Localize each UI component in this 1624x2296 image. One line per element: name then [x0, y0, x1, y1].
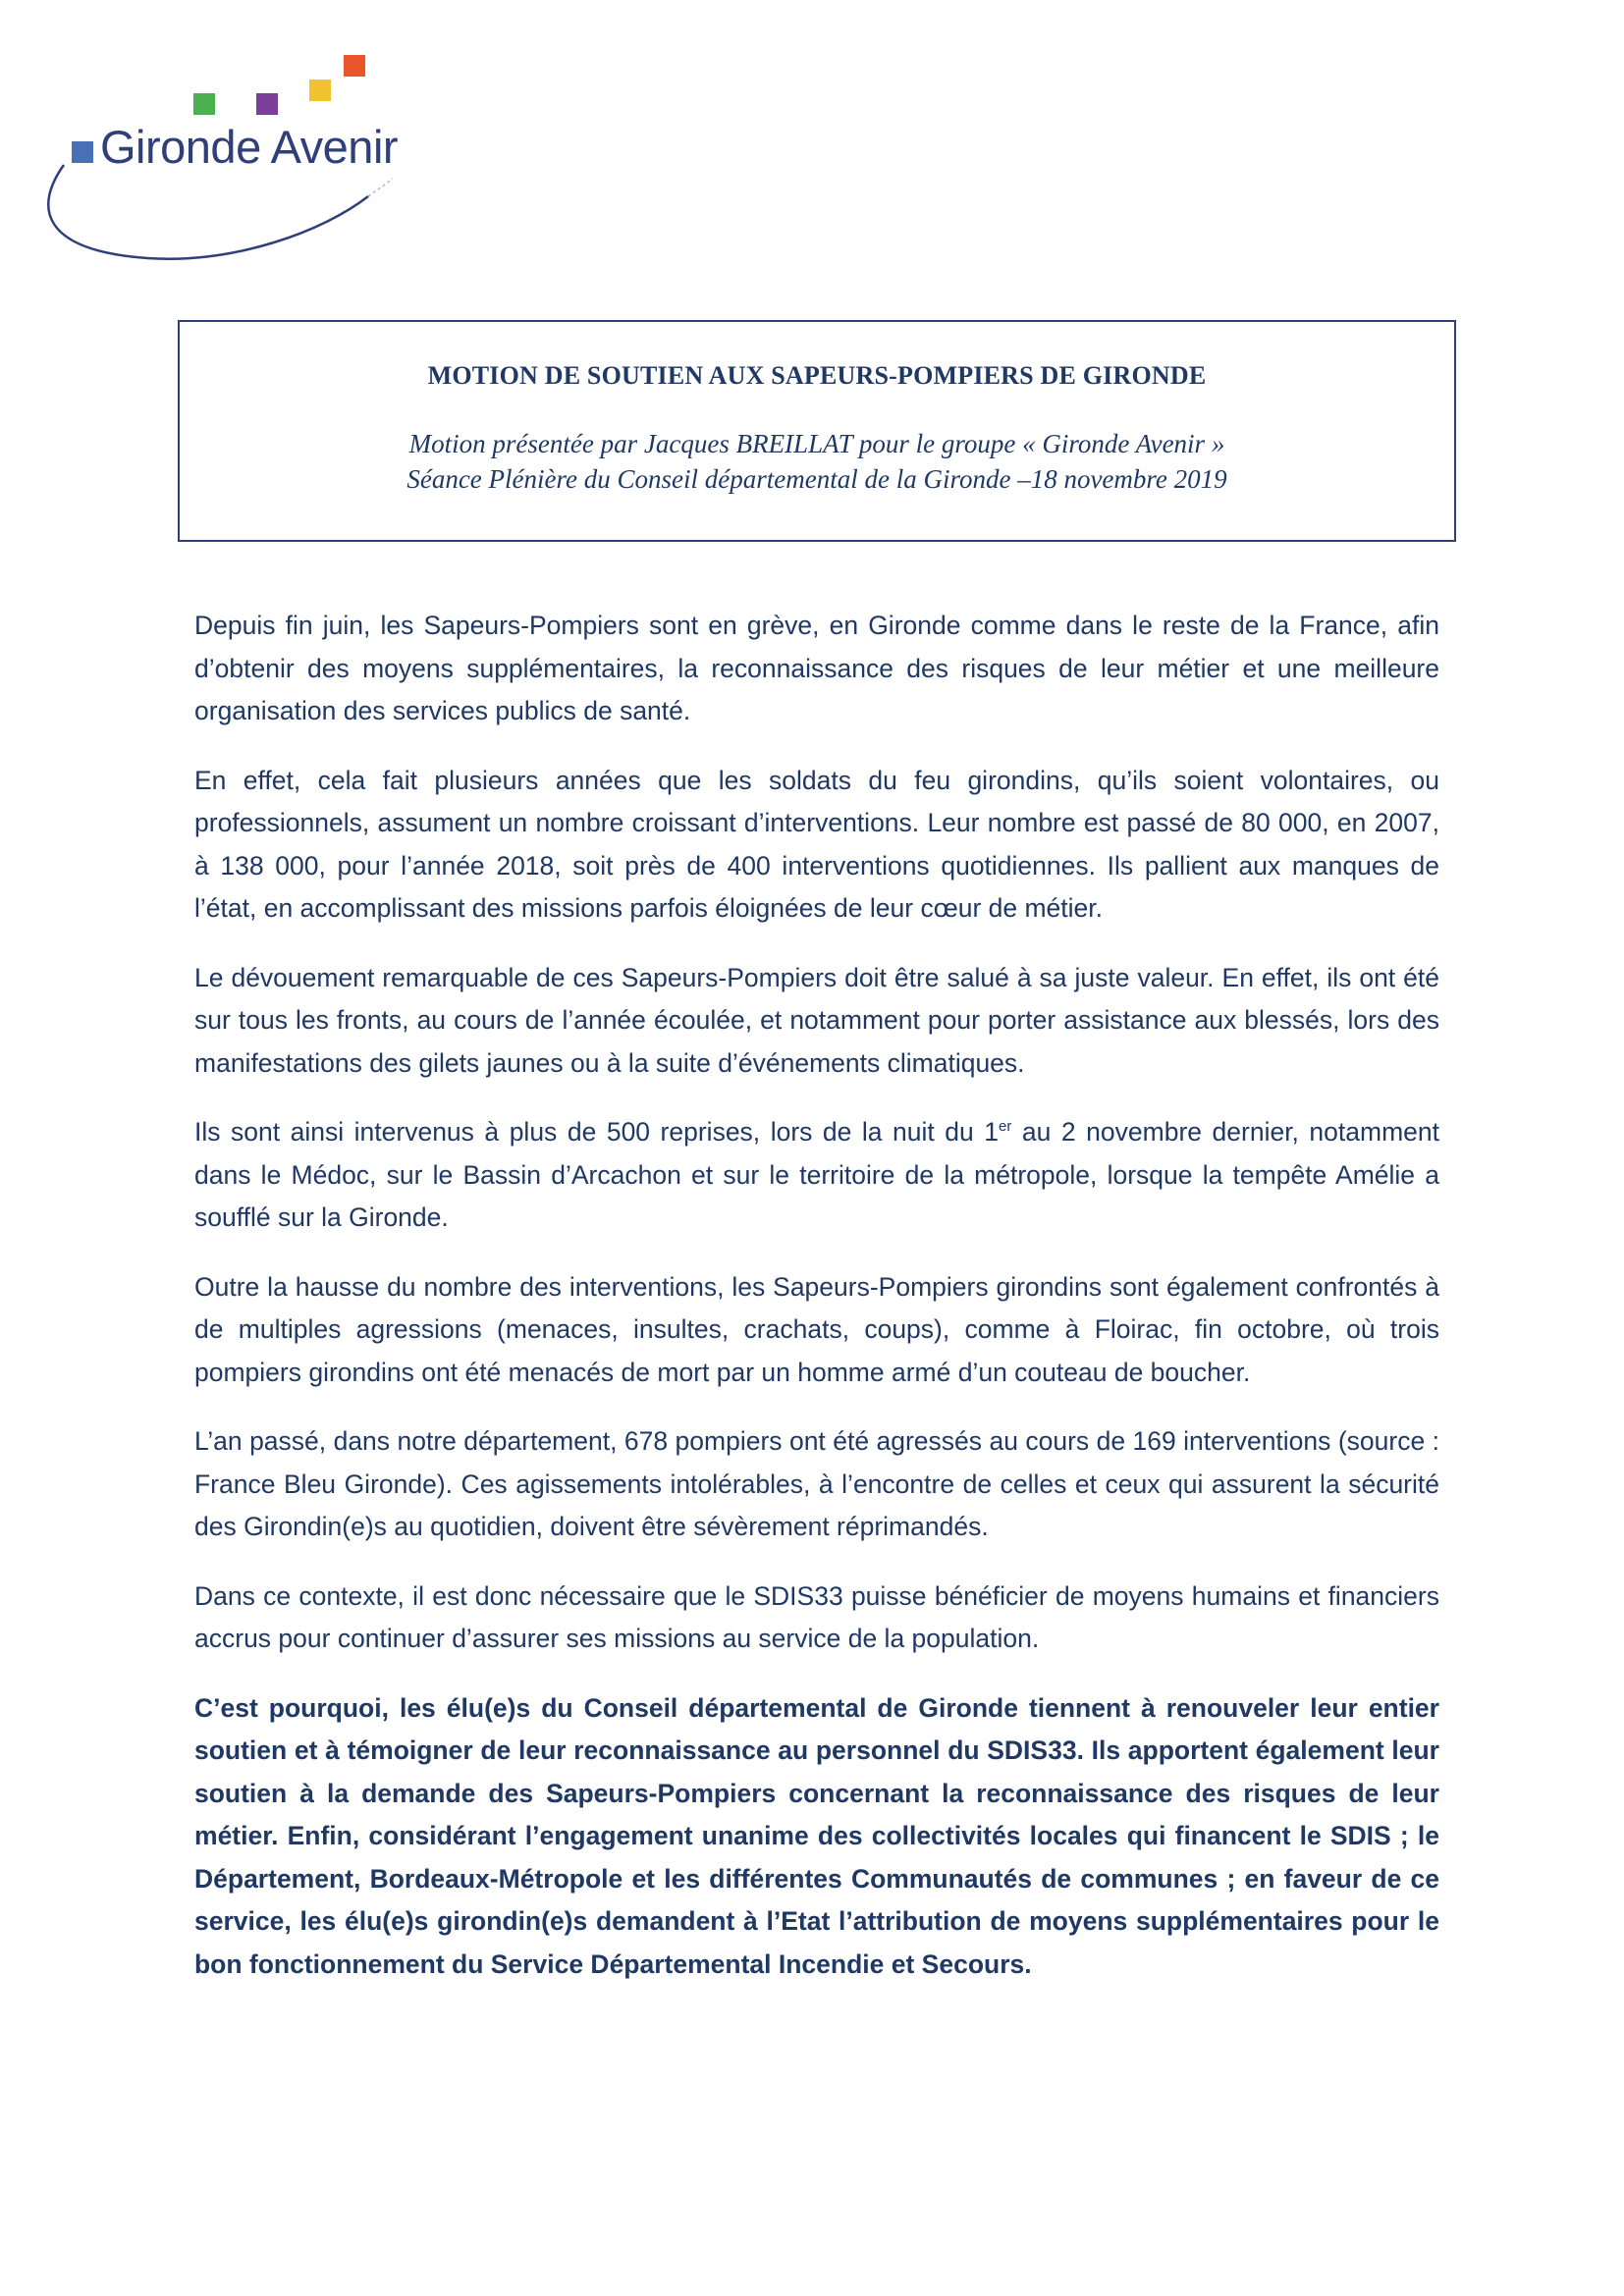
motion-title: MOTION DE SOUTIEN AUX SAPEURS-POMPIERS DE GIRONDE	[427, 361, 1207, 390]
motion-header-box	[178, 320, 1456, 542]
paragraph-strike: Depuis fin juin, les Sapeurs-Pompiers sont en grève, en Gironde comme dans le reste de la France, afin d’obtenir des moyens supplémentaires, la reconnaissance des risques de leur métier et une meilleure organisation des services publics de santé.	[194, 611, 1439, 725]
gironde-avenir-logo	[29, 49, 403, 275]
motion-body	[194, 605, 1439, 2012]
logo-swoosh	[48, 165, 368, 259]
logo-square-green	[193, 93, 215, 115]
logo-square-orange	[344, 55, 365, 77]
logo-square-yellow	[309, 80, 331, 101]
paragraph-storm-start: Ils sont ainsi intervenus à plus de 500 reprises, lors de la nuit du 1	[194, 1117, 1000, 1147]
paragraph-conclusion: C’est pourquoi, les élu(e)s du Conseil départemental de Gironde tiennent à renouveler leur entier soutien et à témoigner de leur reconnaissance au personnel du SDIS33. Ils apportent également leur soutien à la demande des Sapeurs-Pompiers concernant la reconnaissance des risques de leur métier. Enfin, considérant l’engagement unanime des collectivités locales qui financent le SDIS ; le Département, Bordeaux-Métropole et les différentes Communautés de communes ; en faveur de ce service, les élu(e)s girondin(e)s demandent à l’Etat l’attribution de moyens supplémentaires pour le bon fonctionnement du Service Départemental Incendie et Secours.	[194, 1692, 1439, 1979]
motion-subtitle	[180, 426, 1454, 497]
paragraph-storm	[194, 1111, 1439, 1240]
logo-text: Gironde Avenir	[100, 121, 399, 173]
logo-swoosh-tail	[368, 179, 393, 196]
motion-session-line: Séance Plénière du Conseil départemental de la Gironde –18 novembre 2019	[406, 464, 1227, 494]
paragraph-devotion: Le dévouement remarquable de ces Sapeurs-Pompiers doit être salué à sa juste valeur. En effet, ils ont été sur tous les fronts, au cours de l’année écoulée, et notamment pour porter assistance aux blessés, lors des manifestations des gilets jaunes ou à la suite d’événements climatiques.	[194, 962, 1439, 1078]
paragraph-statistics: L’an passé, dans notre département, 678 pompiers ont été agressés au cours de 169 interventions (source : France Bleu Gironde). Ces agissements intolérables, à l’encontre de celles et ceux qui assurent la sécurité des Girondin(e)s au quotidien, doivent être sévèrement réprimandés.	[194, 1426, 1439, 1541]
paragraph-storm-end: au 2 novembre dernier, notamment dans le Médoc, sur le Bassin d’Arcachon et sur le territoire de la métropole, lorsque la tempête Amélie a soufflé sur la Gironde.	[194, 1117, 1440, 1232]
motion-presenter-line: Motion présentée par Jacques BREILLAT pour le groupe « Gironde Avenir »	[408, 429, 1225, 458]
paragraph-context: Dans ce contexte, il est donc nécessaire que le SDIS33 puisse bénéficier de moyens humains et financiers accrus pour continuer d’assurer ses missions au service de la population.	[194, 1580, 1439, 1653]
logo-square-purple	[256, 93, 278, 115]
logo-bullet-square	[72, 141, 93, 163]
paragraph-aggressions: Outre la hausse du nombre des interventions, les Sapeurs-Pompiers girondins sont également confrontés à de multiples agressions (menaces, insultes, crachats, coups), comme à Floirac, fin octobre, où trois pompiers girondins ont été menacés de mort par un homme armé d’un couteau de boucher.	[194, 1271, 1439, 1387]
paragraph-interventions: En effet, cela fait plusieurs années que les soldats du feu girondins, qu’ils soient volontaires, ou professionnels, assument un nombre croissant d’interventions. Leur nombre est passé de 80 000, en 2007, à 138 000, pour l’année 2018, soit près de 400 interventions quotidiennes. Ils pallient aux manques de l’état, en accomplissant des missions parfois éloignées de leur cœur de métier.	[194, 765, 1439, 923]
ordinal-superscript: er	[999, 1118, 1012, 1136]
